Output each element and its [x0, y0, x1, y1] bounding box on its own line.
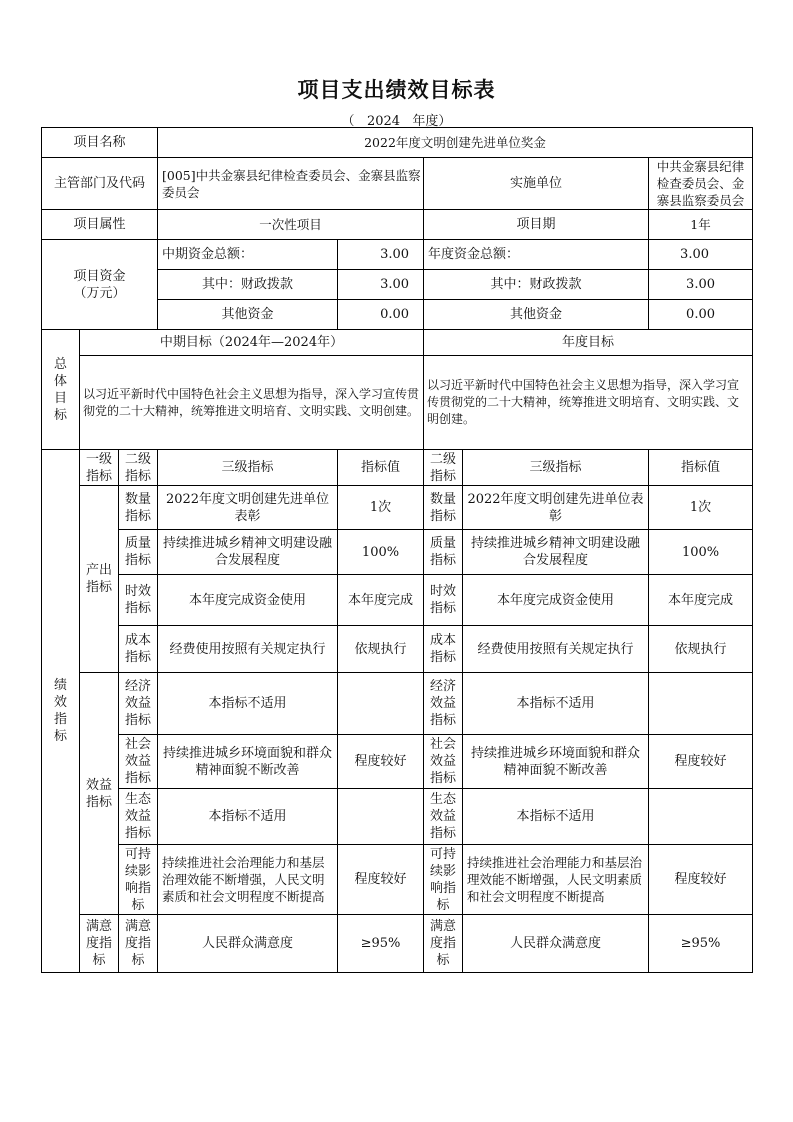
l2-cell: 成本 指标 [119, 626, 158, 673]
value-cell [338, 673, 424, 735]
table-row [42, 845, 753, 915]
year-objective-text: 以习近平新时代中国特色社会主义思想为指导，深入学习宣传贯彻党的二十大精神，统筹推进文明培育、文明实践、文明创建。 [424, 356, 753, 450]
l3-cell-year: 持续推进城乡环境面貌和群众精神面貌不断改善 [463, 735, 649, 789]
l3-cell-year: 2022年度文明创建先进单位表彰 [463, 486, 649, 530]
table-row [42, 486, 753, 530]
l2-cell: 质量 指标 [119, 530, 158, 575]
l2-cell: 可持 续影 响指 标 [119, 845, 158, 915]
mid-other-value: 0.00 [338, 300, 424, 330]
l2-cell: 经济 效益 指标 [119, 673, 158, 735]
header-value: 指标值 [338, 450, 424, 486]
project-name-label: 项目名称 [42, 128, 158, 158]
l2-cell: 社会 效益 指标 [119, 735, 158, 789]
l3-cell: 人民群众满意度 [158, 915, 338, 973]
satisfaction-label: 满意 度指 标 [80, 915, 119, 973]
year-fiscal-value: 3.00 [649, 270, 753, 300]
year-total-value: 3.00 [649, 240, 753, 270]
year-other-label: 其他资金 [424, 300, 649, 330]
l3-cell: 持续推进社会治理能力和基层治理效能不断增强，人民文明素质和社会文明程度不断提高 [158, 845, 338, 915]
table-row [42, 575, 753, 626]
value-cell-year: ≥95% [649, 915, 753, 973]
value-cell: ≥95% [338, 915, 424, 973]
value-cell-year: 1次 [649, 486, 753, 530]
attr-label: 项目属性 [42, 210, 158, 240]
value-cell: 本年度完成 [338, 575, 424, 626]
l3-cell: 2022年度文明创建先进单位表彰 [158, 486, 338, 530]
l3-cell: 经费使用按照有关规定执行 [158, 626, 338, 673]
period-label: 项目期 [424, 210, 649, 240]
value-cell: 100% [338, 530, 424, 575]
value-cell: 依规执行 [338, 626, 424, 673]
value-cell: 程度较好 [338, 845, 424, 915]
mid-total-label: 中期资金总额： [158, 240, 338, 270]
value-cell-year: 依规执行 [649, 626, 753, 673]
l3-cell-year: 人民群众满意度 [463, 915, 649, 973]
l2-cell-year: 满意 度指 标 [424, 915, 463, 973]
impl-label: 实施单位 [424, 158, 649, 210]
performance-table [41, 127, 753, 973]
l2-cell: 满意 度指 标 [119, 915, 158, 973]
dept-value: [005]中共金寨县纪律检查委员会、金寨县监察委员会 [158, 158, 424, 210]
header-value-year: 指标值 [649, 450, 753, 486]
mid-fiscal-label: 其中：财政拨款 [158, 270, 338, 300]
l3-cell: 本指标不适用 [158, 789, 338, 845]
l3-cell-year: 本指标不适用 [463, 789, 649, 845]
year-total-label: 年度资金总额： [424, 240, 649, 270]
output-label: 产出 指标 [80, 486, 119, 673]
value-cell-year: 程度较好 [649, 845, 753, 915]
value-cell [338, 789, 424, 845]
l2-cell: 时效 指标 [119, 575, 158, 626]
l3-cell: 本年度完成资金使用 [158, 575, 338, 626]
table-row [42, 789, 753, 845]
l2-cell-year: 时效 指标 [424, 575, 463, 626]
l3-cell: 持续推进城乡精神文明建设融合发展程度 [158, 530, 338, 575]
table-row [42, 735, 753, 789]
period-value: 1年 [649, 210, 753, 240]
table-row [42, 626, 753, 673]
value-cell-year [649, 789, 753, 845]
mid-total-value: 3.00 [338, 240, 424, 270]
year-objective-header: 年度目标 [424, 330, 753, 356]
value-cell-year [649, 673, 753, 735]
year-line: （ 2024 年度） [341, 114, 452, 129]
impl-value: 中共金寨县纪律检查委员会、金寨县监察委员会 [649, 158, 753, 210]
value-cell-year: 程度较好 [649, 735, 753, 789]
l3-cell: 持续推进城乡环境面貌和群众精神面貌不断改善 [158, 735, 338, 789]
mid-objective-text: 以习近平新时代中国特色社会主义思想为指导，深入学习宣传贯彻党的二十大精神，统筹推进文明培育、文明实践、文明创建。 [80, 356, 424, 450]
l3-cell-year: 本指标不适用 [463, 673, 649, 735]
value-cell-year: 100% [649, 530, 753, 575]
header-level2: 二级 指标 [119, 450, 158, 486]
project-name-value: 2022年度文明创建先进单位奖金 [158, 128, 753, 158]
l3-cell-year: 持续推进社会治理能力和基层治理效能不断增强，人民文明素质和社会文明程度不断提高 [463, 845, 649, 915]
table-row [42, 915, 753, 973]
mid-other-label: 其他资金 [158, 300, 338, 330]
header-level3-year: 三级指标 [463, 450, 649, 486]
benefit-label: 效益 指标 [80, 673, 119, 915]
l2-cell: 数量 指标 [119, 486, 158, 530]
value-cell: 程度较好 [338, 735, 424, 789]
l2-cell-year: 质量 指标 [424, 530, 463, 575]
l2-cell-year: 成本 指标 [424, 626, 463, 673]
l3-cell-year: 经费使用按照有关规定执行 [463, 626, 649, 673]
header-level3: 三级指标 [158, 450, 338, 486]
dept-label: 主管部门及代码 [42, 158, 158, 210]
indicators-label: 绩 效 指 标 [42, 450, 80, 973]
year-fiscal-label: 其中：财政拨款 [424, 270, 649, 300]
page-title: 项目支出绩效目标表 [297, 77, 496, 102]
mid-objective-header: 中期目标（2024年—2024年） [80, 330, 424, 356]
attr-value: 一次性项目 [158, 210, 424, 240]
header-level2-year: 二级 指标 [424, 450, 463, 486]
l2-cell-year: 可持 续影 响指 标 [424, 845, 463, 915]
l2-cell-year: 经济 效益 指标 [424, 673, 463, 735]
funds-label: 项目资金 （万元） [42, 240, 158, 330]
l2-cell: 生态 效益 指标 [119, 789, 158, 845]
year-other-value: 0.00 [649, 300, 753, 330]
mid-fiscal-value: 3.00 [338, 270, 424, 300]
l3-cell-year: 本年度完成资金使用 [463, 575, 649, 626]
l3-cell: 本指标不适用 [158, 673, 338, 735]
l2-cell-year: 数量 指标 [424, 486, 463, 530]
l2-cell-year: 社会 效益 指标 [424, 735, 463, 789]
l2-cell-year: 生态 效益 指标 [424, 789, 463, 845]
table-row [42, 530, 753, 575]
header-level1: 一级 指标 [80, 450, 119, 486]
l3-cell-year: 持续推进城乡精神文明建设融合发展程度 [463, 530, 649, 575]
table-row [42, 673, 753, 735]
value-cell-year: 本年度完成 [649, 575, 753, 626]
objectives-label: 总 体 目 标 [42, 330, 80, 450]
value-cell: 1次 [338, 486, 424, 530]
